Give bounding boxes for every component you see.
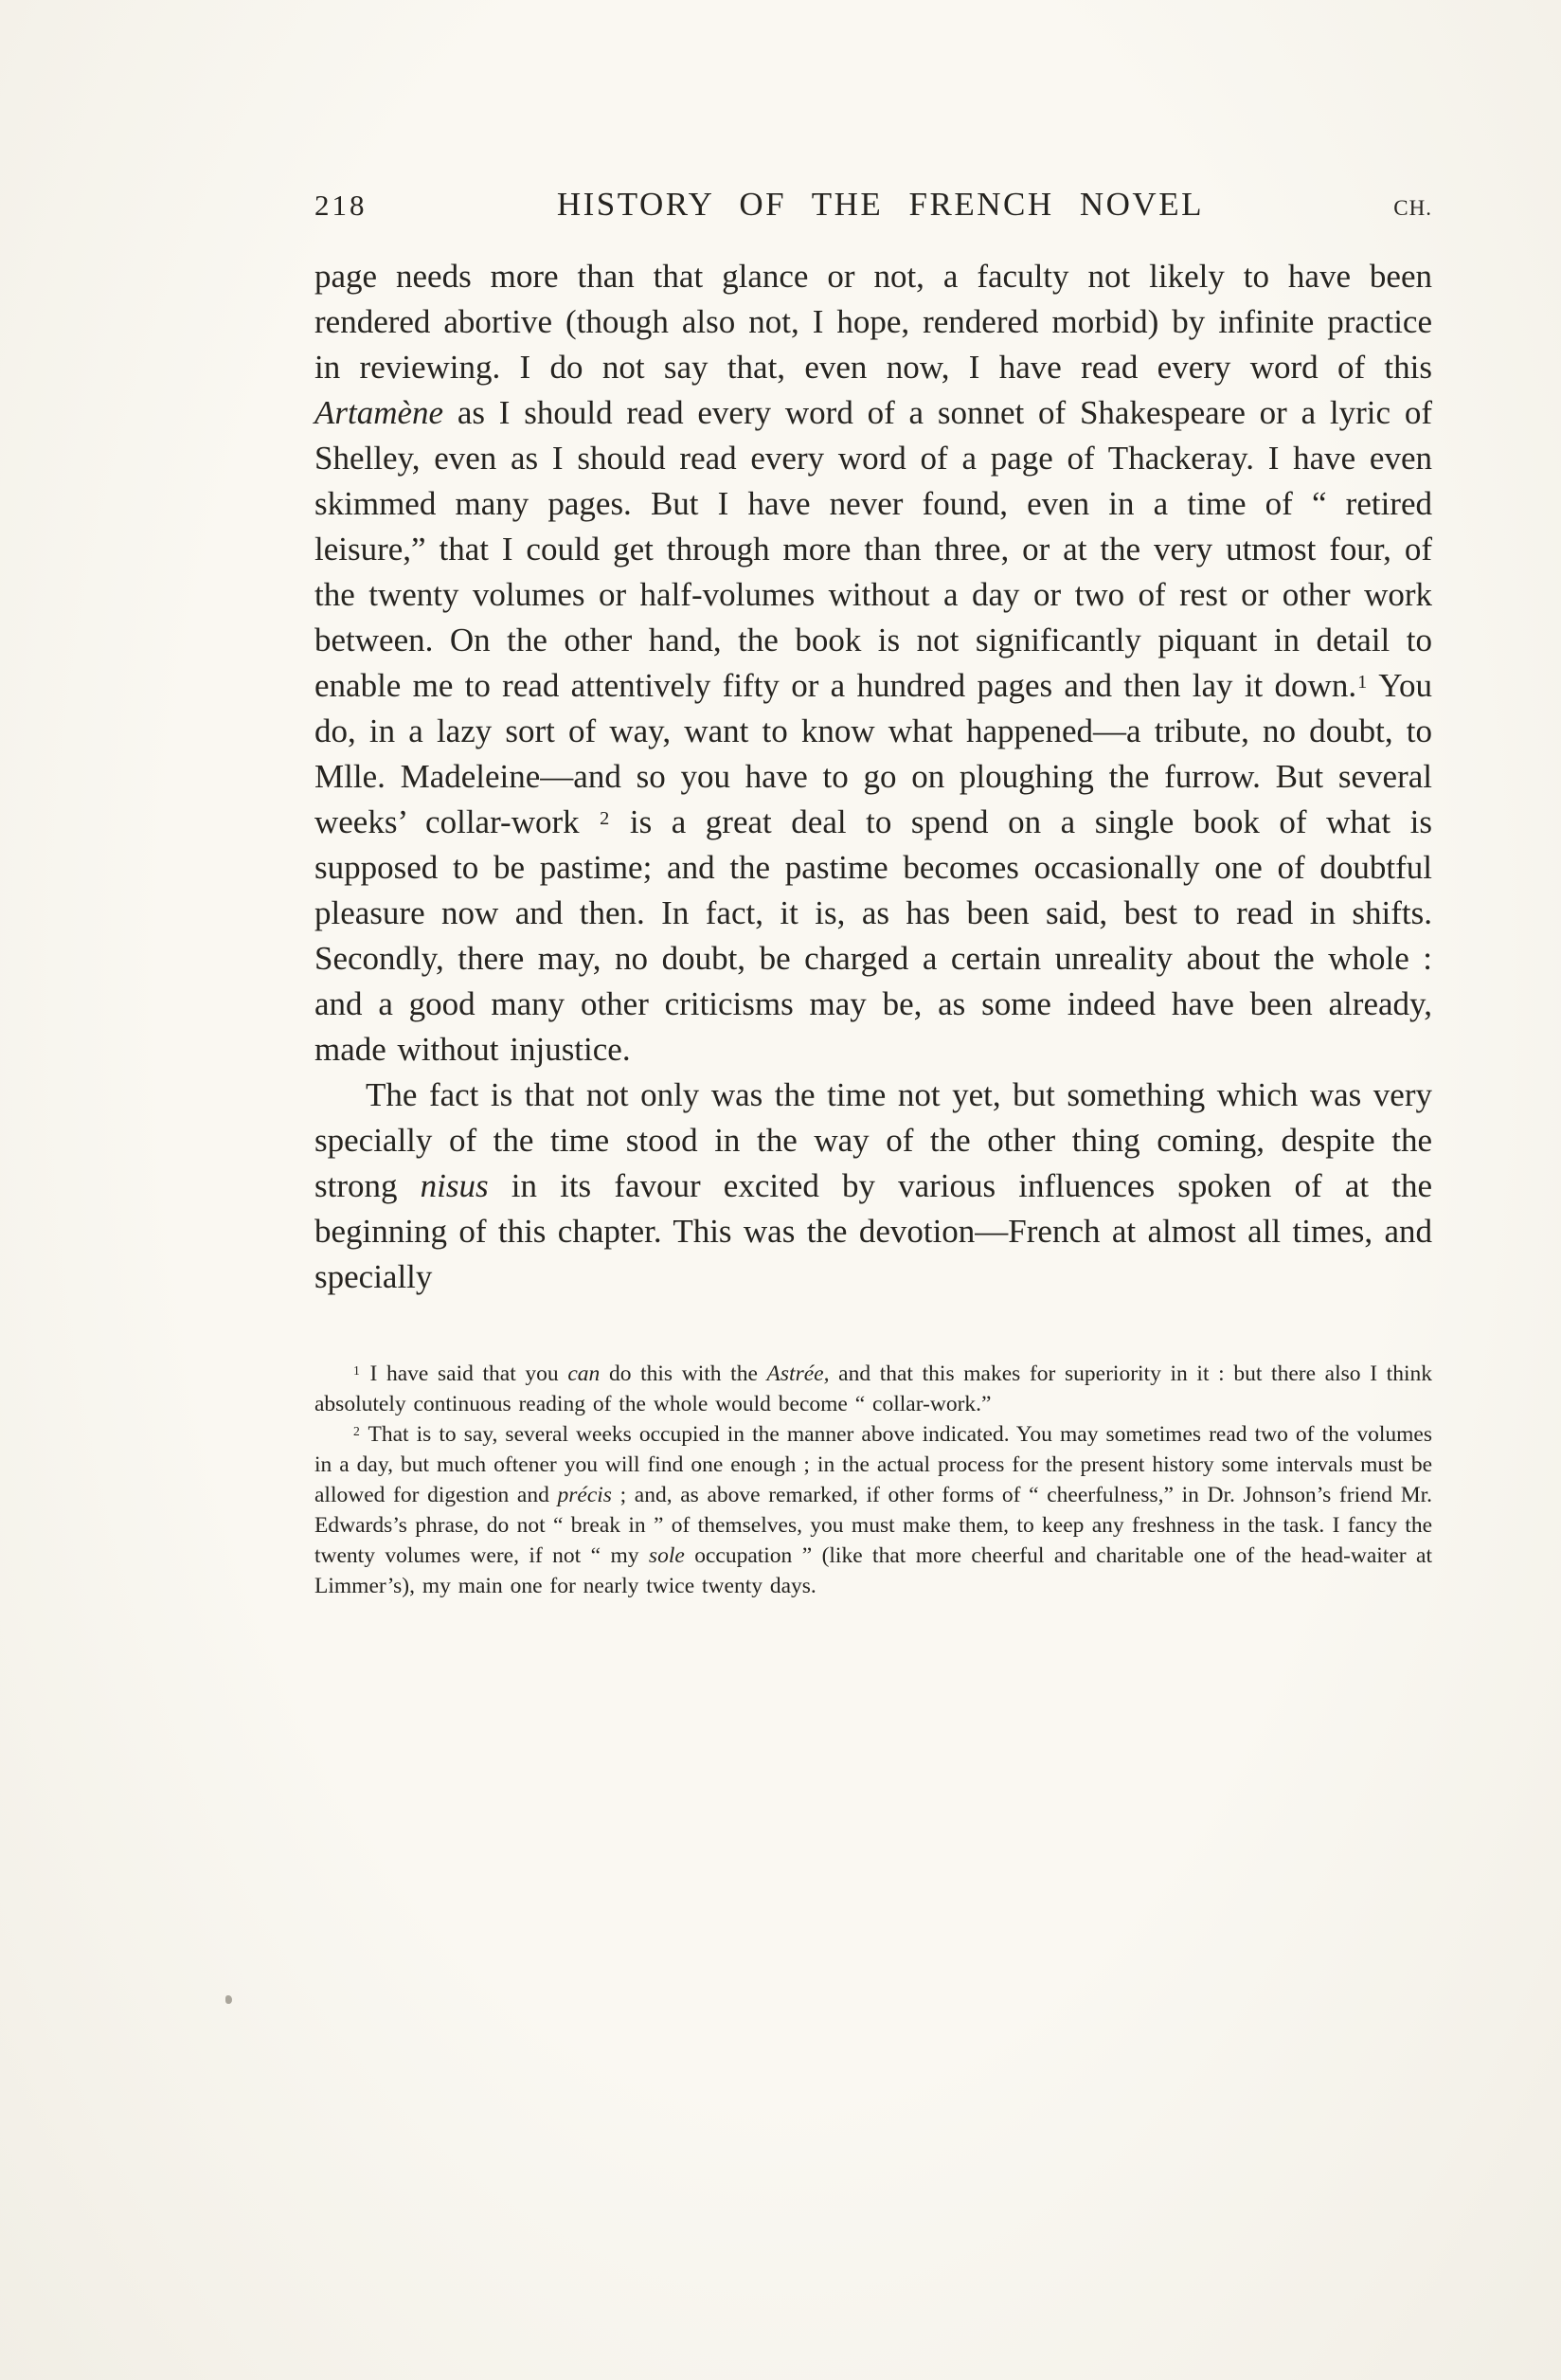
body-text (314, 254, 1432, 1300)
running-head (314, 186, 1432, 224)
footnote: $^2$ That is to say, several weeks occupied in the manner above indicated. You may sometimes read two of the volumes in a day, but much oftener you will find one enough ; in the actual process for the present history some intervals must be allowed for digestion and précis ; and, as above remarked, if other forms of “ cheerfulness,” in Dr. Johnson’s friend Mr. Edwards’s phrase, do not “ break in ” of themselves, you must make them, to keep any freshness in the task. I fancy the twenty volumes were, if not “ my sole occupation ” (like that more cheerful and charitable one of the head-waiter at Limmer’s), my main one for nearly twice twenty days. (314, 1422, 1432, 1598)
chapter-marker: CH. (1393, 196, 1432, 220)
scan-speck (225, 1995, 232, 2004)
footnotes (314, 1359, 1432, 1601)
paragraph: page needs more than that glance or not, a faculty not likely to have been rendered abortive (though also not, I hope, rendered morbid) by infinite practice in reviewing. I do not say that, even now, I have read every word of this Artamène as I should read every word of a sonnet of Shakespeare or a lyric of Shelley, even as I should read every word of a page of Thackeray. I have even skimmed many pages. But I have never found, even in a time of “ retired leisure,” that I could get through more than three, or at the very utmost four, of the twenty volumes or half-volumes without a day or two of rest or other work between. On the other hand, the book is not significantly piquant in detail to enable me to read attentively fifty or a hundred pages and then lay it down.$^1$ You do, in a lazy sort of way, want to know what happened—a tribute, no doubt, to Mlle. Madeleine—and so you have to go on ploughing the furrow. But several weeks’ collar-work $^2$ is a great deal to spend on a single book of what is supposed to be pastime; and the pastime becomes occasionally one of doubtful pleasure now and then. In fact, it is, as has been said, best to read in shifts. Secondly, there may, no doubt, be charged a certain unreality about the whole : and a good many other criticisms may be, as some indeed have been already, made without injustice. (314, 258, 1432, 1068)
footnote: $^1$ I have said that you can do this with the Astrée, and that this makes for superiority in it : but there also I think absolutely continuous reading of the whole would become “ collar-work.” (314, 1361, 1432, 1416)
page-number: 218 (314, 189, 368, 222)
running-title: HISTORY OF THE FRENCH NOVEL (556, 186, 1204, 223)
paragraph: The fact is that not only was the time not yet, but something which was very specially of the time stood in the way of the other thing coming, despite the strong nisus in its favour excited by various influences spoken of at the beginning of this chapter. This was the devotion—French at almost all times, and specially (314, 1076, 1432, 1295)
book-page (314, 186, 1432, 1601)
